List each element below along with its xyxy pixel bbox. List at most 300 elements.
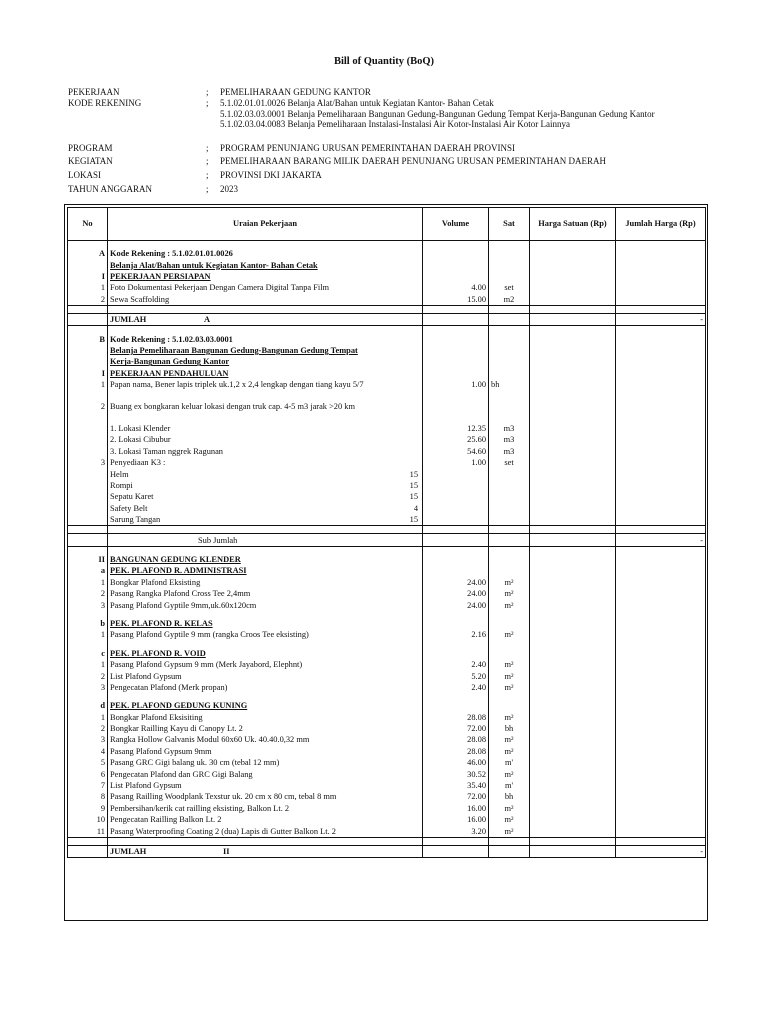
col-header-volume: Volume (423, 208, 489, 241)
empty-cell (530, 305, 616, 313)
k3-item-row (68, 480, 706, 491)
k3-item-qty: 4 (413, 503, 418, 513)
empty-cell (108, 837, 423, 845)
header-separator: ; (206, 184, 209, 194)
k3-item-name: Safety Belt (110, 503, 148, 513)
row-total-price (616, 554, 706, 565)
row-unit (489, 618, 530, 629)
empty-cell (489, 693, 530, 700)
row-number: 4 (68, 746, 108, 757)
row-description: Pembersihan/kerik cat railling eksisting, Balkon Lt. 2 (108, 803, 423, 814)
row-unit-price (530, 368, 616, 379)
empty-cell (530, 526, 616, 534)
row-volume (423, 845, 489, 857)
row-total-price (616, 514, 706, 526)
table-row (68, 768, 706, 779)
row-volume: 2.40 (423, 659, 489, 670)
row-unit (489, 648, 530, 659)
row-volume (423, 503, 489, 514)
row-number: c (68, 648, 108, 659)
table-header-row (68, 208, 706, 241)
row-unit (489, 259, 530, 270)
empty-cell (489, 526, 530, 534)
row-volume: 1.00 (423, 379, 489, 401)
empty-cell (108, 326, 423, 334)
row-unit-price (530, 259, 616, 270)
row-description (108, 514, 423, 526)
row-description: Pasang GRC Gigi balang uk. 30 cm (tebal 12 mm) (108, 757, 423, 768)
table-row (68, 271, 706, 282)
row-total-price (616, 814, 706, 825)
row-unit-price (530, 333, 616, 344)
row-unit: m² (489, 670, 530, 681)
spacer-row (68, 641, 706, 648)
empty-cell (108, 305, 423, 313)
empty-cell (68, 305, 108, 313)
row-number: 2 (68, 588, 108, 599)
empty-cell (616, 326, 706, 334)
row-total-price (616, 670, 706, 681)
row-description: Pasang Plafond Gyptile 9mm,uk.60x120cm (108, 599, 423, 610)
table-row (68, 356, 706, 367)
row-unit-price (530, 294, 616, 306)
row-description: Pasang Waterproofing Coating 2 (dua) Lapis di Gutter Balkon Lt. 2 (108, 825, 423, 837)
row-volume (423, 345, 489, 356)
table-row (68, 803, 706, 814)
k3-item-row (68, 491, 706, 502)
table-row (68, 629, 706, 640)
row-total-price (616, 577, 706, 588)
row-unit-price (530, 618, 616, 629)
total-amount: - (616, 845, 706, 857)
header-key: LOKASI (68, 170, 101, 180)
row-unit: m² (489, 712, 530, 723)
row-number (68, 845, 108, 857)
row-description: PEK. PLAFOND R. VOID (108, 648, 423, 659)
table-row (68, 368, 706, 379)
header-value: 5.1.02.03.03.0001 Belanja Pemeliharaan Bangunan Gedung-Bangunan Gedung Tempat Kerja-Bangunan Gedung Kantor (220, 108, 655, 119)
row-volume: 3.20 (423, 825, 489, 837)
row-unit (489, 468, 530, 479)
table-row (68, 282, 706, 293)
row-description: Pasang Railling Woodplank Texstur uk. 20 cm x 80 cm, tebal 8 mm (108, 791, 423, 802)
row-description: 1. Lokasi Klender (108, 423, 423, 434)
col-header-no: No (68, 208, 108, 241)
row-unit-price (530, 814, 616, 825)
k3-item-name: Sarung Tangan (110, 515, 161, 525)
row-description: Sewa Scaffolding (108, 294, 423, 306)
row-number: 2 (68, 723, 108, 734)
row-unit-price (530, 577, 616, 588)
table-row (68, 259, 706, 270)
row-unit (489, 700, 530, 711)
row-unit-price (530, 670, 616, 681)
k3-item-name: Rompi (110, 481, 133, 491)
empty-cell (68, 693, 108, 700)
row-volume (423, 480, 489, 491)
empty-cell (530, 546, 616, 554)
col-header-uraian: Uraian Pekerjaan (108, 208, 423, 241)
empty-cell (616, 526, 706, 534)
row-number (68, 503, 108, 514)
empty-cell (423, 641, 489, 648)
row-number: 3 (68, 457, 108, 468)
row-unit: bh (489, 379, 530, 401)
row-volume: 16.00 (423, 803, 489, 814)
col-header-jumlah-harga: Jumlah Harga (Rp) (616, 208, 706, 241)
table-row (68, 814, 706, 825)
row-description: Kerja-Bangunan Gedung Kantor (108, 356, 423, 367)
row-number: 3 (68, 599, 108, 610)
row-unit (489, 356, 530, 367)
row-unit: m² (489, 746, 530, 757)
row-volume (423, 468, 489, 479)
row-unit-price (530, 423, 616, 434)
row-volume: 12.35 (423, 423, 489, 434)
row-description: Pasang Plafond Gyptile 9 mm (rangka Croos Tee eksisting) (108, 629, 423, 640)
row-total-price (616, 282, 706, 293)
row-number (68, 480, 108, 491)
row-volume (423, 618, 489, 629)
row-total-price (616, 457, 706, 468)
row-number: 1 (68, 712, 108, 723)
row-unit: m3 (489, 434, 530, 445)
row-description: 2. Lokasi Cibubur (108, 434, 423, 445)
empty-cell (68, 326, 108, 334)
row-number (68, 313, 108, 325)
row-unit-price (530, 282, 616, 293)
row-total-price (616, 768, 706, 779)
table-row (68, 670, 706, 681)
row-unit-price (530, 534, 616, 546)
row-unit-price (530, 491, 616, 502)
row-number (68, 434, 108, 445)
empty-cell (423, 241, 489, 249)
row-total-price (616, 368, 706, 379)
empty-cell (68, 241, 108, 249)
row-total-price (616, 723, 706, 734)
row-unit-price (530, 468, 616, 479)
row-total-price (616, 791, 706, 802)
row-number (68, 514, 108, 526)
row-number: d (68, 700, 108, 711)
row-unit: m' (489, 757, 530, 768)
row-unit: m3 (489, 446, 530, 457)
row-unit-price (530, 757, 616, 768)
row-total-price (616, 588, 706, 599)
table-row (68, 757, 706, 768)
header-value: 5.1.02.01.01.0026 Belanja Alat/Bahan untuk Kegiatan Kantor- Bahan Cetak (220, 98, 494, 108)
row-unit-price (530, 700, 616, 711)
row-number (68, 534, 108, 546)
row-unit (489, 401, 530, 423)
row-volume: 1.00 (423, 457, 489, 468)
row-description: Pengecatan Plafond (Merk propan) (108, 682, 423, 693)
row-total-price (616, 712, 706, 723)
row-description: Belanja Alat/Bahan untuk Kegiatan Kantor- Bahan Cetak (108, 259, 423, 270)
row-number (68, 345, 108, 356)
row-unit (489, 565, 530, 576)
row-unit (489, 333, 530, 344)
row-unit-price (530, 401, 616, 423)
row-volume: 15.00 (423, 294, 489, 306)
document-title: Bill of Quantity (BoQ) (333, 56, 435, 67)
row-description: List Plafond Gypsum (108, 780, 423, 791)
row-unit: m² (489, 682, 530, 693)
header-value: PROGRAM PENUNJANG URUSAN PEMERINTAHAN DAERAH PROVINSI (220, 143, 516, 153)
row-volume (423, 534, 489, 546)
row-total-price (616, 271, 706, 282)
row-description: Kode Rekening : 5.1.02.01.01.0026 (108, 248, 423, 259)
row-total-price (616, 423, 706, 434)
spacer-row (68, 326, 706, 334)
row-description: Pasang Plafond Gypsum 9mm (108, 746, 423, 757)
row-number: 2 (68, 294, 108, 306)
header-value: PEMELIHARAAN GEDUNG KANTOR (220, 87, 371, 97)
row-description: Foto Dokumentasi Pekerjaan Dengan Camera Digital Tanpa Film (108, 282, 423, 293)
row-unit (489, 345, 530, 356)
empty-cell (616, 611, 706, 618)
empty-cell (489, 837, 530, 845)
row-volume: 24.00 (423, 599, 489, 610)
row-number: 1 (68, 629, 108, 640)
row-unit (489, 534, 530, 546)
table-row (68, 401, 706, 423)
total-row (68, 313, 706, 325)
row-description: Belanja Pemeliharaan Bangunan Gedung-Bangunan Gedung Tempat (108, 345, 423, 356)
row-volume (423, 554, 489, 565)
empty-cell (616, 693, 706, 700)
header-value: 2023 (220, 184, 238, 194)
row-total-price (616, 356, 706, 367)
row-volume (423, 313, 489, 325)
row-total-price (616, 599, 706, 610)
row-total-price (616, 468, 706, 479)
row-unit-price (530, 712, 616, 723)
row-unit: m² (489, 768, 530, 779)
row-volume (423, 271, 489, 282)
spacer-row (68, 837, 706, 845)
row-unit-price (530, 791, 616, 802)
row-unit-price (530, 682, 616, 693)
row-unit (489, 313, 530, 325)
empty-cell (423, 546, 489, 554)
row-unit: m² (489, 577, 530, 588)
table-row (68, 723, 706, 734)
row-total-price (616, 700, 706, 711)
empty-cell (530, 326, 616, 334)
row-volume (423, 700, 489, 711)
row-number: II (68, 554, 108, 565)
subtotal-amount: - (616, 534, 706, 546)
row-total-price (616, 491, 706, 502)
row-unit-price (530, 356, 616, 367)
row-unit-price (530, 248, 616, 259)
spacer-row (68, 526, 706, 534)
row-volume: 72.00 (423, 791, 489, 802)
row-unit-price (530, 723, 616, 734)
row-unit-price (530, 648, 616, 659)
total-label (108, 313, 423, 325)
row-description (108, 480, 423, 491)
row-number: 3 (68, 734, 108, 745)
spacer-row (68, 693, 706, 700)
total-section-tag: A (204, 315, 211, 325)
row-number: 1 (68, 577, 108, 588)
spacer-row (68, 241, 706, 249)
row-volume (423, 514, 489, 526)
empty-cell (616, 305, 706, 313)
empty-cell (489, 546, 530, 554)
row-volume: 28.08 (423, 734, 489, 745)
row-unit: m2 (489, 294, 530, 306)
table-row (68, 379, 706, 401)
table-row (68, 565, 706, 576)
row-description: Papan nama, Bener lapis triplek uk.1,2 x 2,4 lengkap dengan tiang kayu 5/7 (108, 379, 423, 401)
row-number: 1 (68, 379, 108, 401)
empty-cell (68, 611, 108, 618)
row-volume: 72.00 (423, 723, 489, 734)
row-number: b (68, 618, 108, 629)
k3-item-qty: 15 (409, 492, 418, 502)
row-unit-price (530, 379, 616, 401)
header-separator: ; (206, 170, 209, 180)
row-unit: m² (489, 659, 530, 670)
row-number: 1 (68, 282, 108, 293)
table-row (68, 682, 706, 693)
header-value: PEMELIHARAAN BARANG MILIK DAERAH PENUNJANG URUSAN PEMERINTAHAN DAERAH (220, 156, 607, 166)
row-description: PEK. PLAFOND R. KELAS (108, 618, 423, 629)
row-volume: 5.20 (423, 670, 489, 681)
k3-item-row (68, 468, 706, 479)
row-total-price (616, 757, 706, 768)
row-total-price (616, 480, 706, 491)
row-total-price (616, 825, 706, 837)
row-volume (423, 333, 489, 344)
row-volume: 4.00 (423, 282, 489, 293)
col-header-harga-satuan: Harga Satuan (Rp) (530, 208, 616, 241)
table-row (68, 780, 706, 791)
row-total-price (616, 648, 706, 659)
row-unit-price (530, 313, 616, 325)
row-number: a (68, 565, 108, 576)
row-number: 8 (68, 791, 108, 802)
empty-cell (616, 641, 706, 648)
row-unit-price (530, 271, 616, 282)
empty-cell (616, 837, 706, 845)
row-unit-price (530, 565, 616, 576)
row-unit: m² (489, 825, 530, 837)
row-volume: 2.16 (423, 629, 489, 640)
row-description: Buang ex bongkaran keluar lokasi dengan truk cap. 4-5 m3 jarak >20 km (108, 401, 423, 423)
table-row (68, 734, 706, 745)
row-unit: m² (489, 588, 530, 599)
row-unit: m3 (489, 423, 530, 434)
table-row (68, 554, 706, 565)
row-unit (489, 503, 530, 514)
empty-cell (530, 693, 616, 700)
row-total-price (616, 746, 706, 757)
row-unit-price (530, 629, 616, 640)
row-volume: 54.60 (423, 446, 489, 457)
table-row (68, 746, 706, 757)
subtotal-label: Sub Jumlah (108, 534, 423, 546)
row-number: 3 (68, 682, 108, 693)
row-unit: bh (489, 791, 530, 802)
row-description: PEK. PLAFOND R. ADMINISTRASI (108, 565, 423, 576)
header-value: PROVINSI DKI JAKARTA (220, 170, 322, 180)
row-number: 10 (68, 814, 108, 825)
row-unit (489, 480, 530, 491)
k3-item-row (68, 514, 706, 526)
row-total-price (616, 659, 706, 670)
total-label-text: JUMLAH (110, 846, 147, 856)
row-unit-price (530, 434, 616, 445)
row-volume: 25.60 (423, 434, 489, 445)
empty-cell (489, 611, 530, 618)
row-total-price (616, 734, 706, 745)
row-total-price (616, 682, 706, 693)
row-volume: 30.52 (423, 768, 489, 779)
subtotal-row (68, 534, 706, 546)
row-unit (489, 845, 530, 857)
k3-item-qty: 15 (409, 481, 418, 491)
empty-cell (423, 693, 489, 700)
row-total-price (616, 345, 706, 356)
table-row (68, 712, 706, 723)
row-number: 6 (68, 768, 108, 779)
header-key: KEGIATAN (68, 156, 113, 166)
empty-cell (616, 241, 706, 249)
table-row (68, 588, 706, 599)
empty-cell (423, 326, 489, 334)
row-unit: m² (489, 734, 530, 745)
row-total-price (616, 780, 706, 791)
row-unit (489, 514, 530, 526)
row-unit-price (530, 480, 616, 491)
row-volume: 24.00 (423, 577, 489, 588)
spacer-row (68, 611, 706, 618)
row-description (108, 503, 423, 514)
row-unit-price (530, 803, 616, 814)
header-separator: ; (206, 156, 209, 166)
row-volume (423, 368, 489, 379)
row-number: B (68, 333, 108, 344)
empty-cell (68, 837, 108, 845)
row-total-price (616, 565, 706, 576)
row-total-price (616, 379, 706, 401)
empty-cell (108, 693, 423, 700)
empty-cell (489, 641, 530, 648)
row-description: PEK. PLAFOND GEDUNG KUNING (108, 700, 423, 711)
row-number: 2 (68, 670, 108, 681)
row-total-price (616, 503, 706, 514)
row-volume: 28.08 (423, 746, 489, 757)
table-row (68, 345, 706, 356)
row-unit (489, 554, 530, 565)
table-row (68, 434, 706, 445)
table-row (68, 618, 706, 629)
total-row (68, 845, 706, 857)
empty-cell (616, 546, 706, 554)
table-row (68, 248, 706, 259)
row-number: 7 (68, 780, 108, 791)
row-description: Rangka Hollow Galvanis Modul 60x60 Uk. 40.40.0,32 mm (108, 734, 423, 745)
table-row (68, 294, 706, 306)
row-volume: 35.40 (423, 780, 489, 791)
empty-cell (68, 546, 108, 554)
table-row (68, 659, 706, 670)
